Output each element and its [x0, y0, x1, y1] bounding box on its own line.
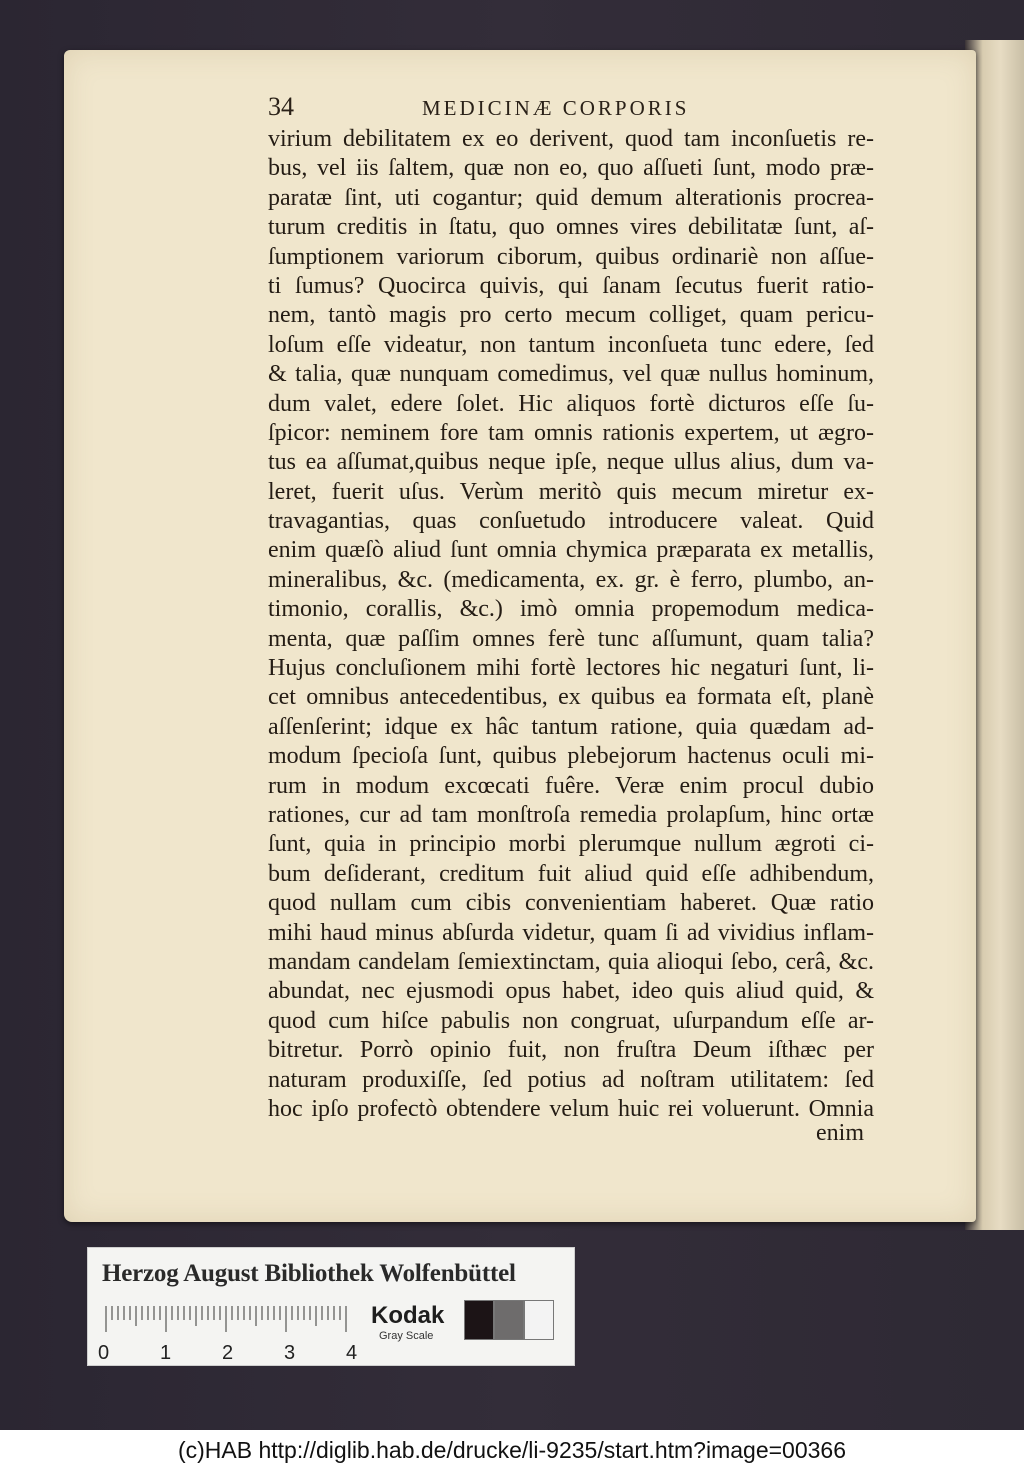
text-line: ti ſumus? Quocirca quivis, qui ſanam ſecutus fuerit ratio- — [268, 272, 874, 299]
text-line: mihi haud minus abſurda videtur, quam ſi ad vividius inflam- — [268, 919, 874, 946]
text-line: nem, tantò magis pro certo mecum colliget, quam pericu- — [268, 302, 874, 329]
page-header — [268, 92, 888, 124]
body-text — [268, 125, 874, 1124]
text-line: turum creditis in ſtatu, quo omnes vires debilitatæ ſunt, aſ- — [268, 214, 874, 241]
text-line: menta, quæ paſſim omnes ferè tunc aſſumunt, quam talia? — [268, 625, 874, 652]
kodak-logo: Kodak — [371, 1302, 445, 1329]
text-line: dum valet, edere ſolet. Hic aliquos fortè dicturos eſſe ſu- — [268, 390, 874, 417]
text-line: loſum eſſe videatur, non tantum inconſueta tunc edere, ſed — [268, 331, 874, 358]
gray-swatches — [464, 1300, 554, 1338]
page-number: 34 — [268, 92, 294, 121]
text-line: mineralibus, &c. (medicamenta, ex. gr. è ferro, plumbo, an- — [268, 566, 874, 593]
ruler-numbers — [98, 1342, 358, 1364]
footer-copyright-url: (c)HAB http://diglib.hab.de/drucke/li-9235/start.htm?image=00366 — [177, 1437, 846, 1463]
running-head: MEDICINÆ CORPORIS — [422, 96, 690, 120]
text-line: mandam candelam ſemiextinctam, quia alioqui ſebo, cerâ, &c. — [268, 948, 874, 975]
gray-scale-label: Gray Scale — [379, 1330, 434, 1342]
text-line: naturam produxiſſe, ſed potius ad noſtram utilitatem: ſed — [268, 1066, 874, 1093]
color-calibration-card — [87, 1247, 575, 1366]
text-line: abundat, nec ejusmodi opus habet, ideo quis aliud quid, & — [268, 978, 874, 1005]
text-line: quod nullam cum cibis convenientiam haberet. Quæ ratio — [268, 890, 874, 917]
text-line: bus, vel iis ſaltem, quæ non eo, quo aſſueti ſunt, modo præ- — [268, 155, 874, 182]
library-name: Herzog August Bibliothek Wolfenbüttel — [102, 1260, 516, 1287]
gray-swatch — [494, 1300, 524, 1340]
text-line: bum deſiderant, creditum fuit aliud quid eſſe adhibendum, — [268, 860, 874, 887]
text-line: rationes, cur ad tam monſtroſa remedia prolapſum, hinc ortæ — [268, 801, 874, 828]
text-line: ſpicor: neminem fore tam omnis rationis expertem, ut ægro- — [268, 419, 874, 446]
ruler-number: 1 — [160, 1342, 172, 1364]
catchword: enim — [816, 1120, 864, 1146]
text-line: modum ſpecioſa ſunt, quibus plebejorum hactenus oculi mi- — [268, 743, 874, 770]
ruler-scale — [104, 1306, 352, 1334]
text-line: virium debilitatem ex eo derivent, quod tam inconſuetis re- — [268, 126, 874, 152]
text-line: ſumptionem variorum ciborum, quibus ordinariè non aſſue- — [268, 243, 874, 270]
text-line: hoc ipſo profectò obtendere velum huic rei voluerunt. Omnia — [268, 1095, 874, 1122]
ruler-number: 0 — [98, 1342, 110, 1364]
text-line: travagantias, quas conſuetudo introducere valeat. Quid — [268, 508, 874, 535]
ruler-number: 2 — [222, 1342, 234, 1364]
text-line: aſſenſerint; idque ex hâc tantum ratione, quia quædam ad- — [268, 713, 874, 740]
text-line: leret, fuerit uſus. Verùm meritò quis mecum miretur ex- — [268, 478, 874, 505]
text-line: enim quæſò aliud ſunt omnia chymica præparata ex metallis, — [268, 537, 874, 564]
text-line: Hujus concluſionem mihi fortè lectores hic negaturi ſunt, li- — [268, 655, 874, 682]
text-line: rum in modum excœcati fuêre. Veræ enim procul dubio — [268, 772, 874, 799]
text-line: timonio, corallis, &c.) imò omnia propemodum medica- — [268, 596, 874, 623]
text-line: paratæ ſint, uti cogantur; quid demum alterationis procrea- — [268, 184, 874, 211]
text-line: cet omnibus antecedentibus, ex quibus ea formata eſt, planè — [268, 684, 874, 711]
footer-bar — [0, 1430, 1024, 1469]
ruler-number: 3 — [284, 1342, 296, 1364]
text-line: tus ea aſſumat,quibus neque ipſe, neque ullus alius, dum va- — [268, 449, 874, 476]
text-line: bitretur. Porrò opinio fuit, non fruſtra Deum iſthæc per — [268, 1037, 874, 1064]
gray-swatch — [464, 1300, 494, 1340]
text-line: ſunt, quia in principio morbi plerumque nullum ægroti ci- — [268, 831, 874, 858]
text-line: quod cum hiſce pabulis non congruat, uſurpandum eſſe ar- — [268, 1007, 874, 1034]
text-line: & talia, quæ nunquam comedimus, vel quæ nullus hominum, — [268, 361, 874, 388]
gray-swatch — [524, 1300, 554, 1340]
ruler-number: 4 — [346, 1342, 358, 1364]
